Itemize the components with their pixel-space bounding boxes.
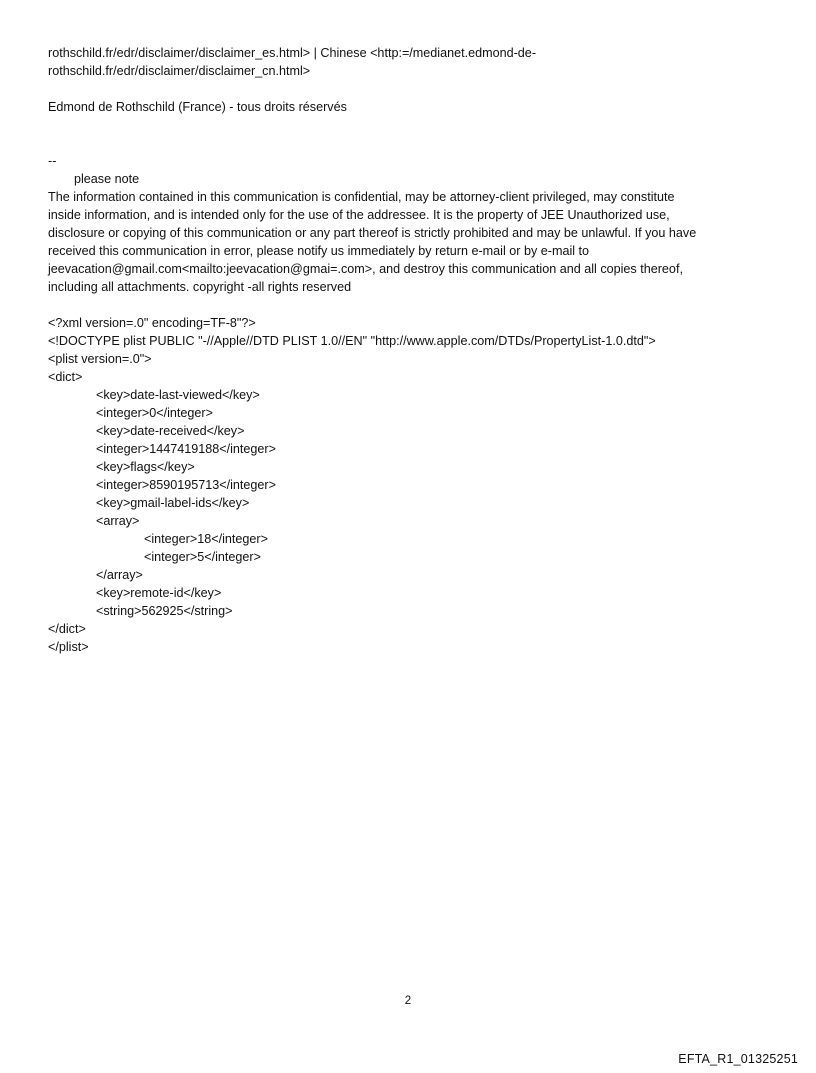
document-id: EFTA_R1_01325251 bbox=[678, 1052, 798, 1066]
note-paragraph-line: received this communication in error, please notify us immediately by return e-mail or by e-mail to bbox=[48, 244, 590, 258]
note-paragraph-line: including all attachments. copyright -all rights reserved bbox=[48, 280, 352, 294]
plist-entry: <array> bbox=[96, 514, 140, 528]
plist-open-tag: <plist version=.0"> bbox=[48, 352, 152, 366]
disclaimer-link-line: rothschild.fr/edr/disclaimer/disclaimer_es.html> | Chinese <http:=/medianet.edmond-de- bbox=[48, 46, 537, 60]
dict-close-tag: </dict> bbox=[48, 622, 86, 636]
note-paragraph-line: jeevacation@gmail.com<mailto:jeevacation@gmai=.com>, and destroy this communication and all copies thereof, bbox=[48, 262, 683, 276]
plist-entry: <integer>8590195713</integer> bbox=[96, 478, 276, 492]
plist-entry: <integer>1447419188</integer> bbox=[96, 442, 276, 456]
plist-entry: <integer>0</integer> bbox=[96, 406, 213, 420]
plist-array-item: <integer>5</integer> bbox=[144, 550, 261, 564]
plist-entry: <key>flags</key> bbox=[96, 460, 195, 474]
plist-entry: <key>remote-id</key> bbox=[96, 586, 222, 600]
plist-entry: <key>date-received</key> bbox=[96, 424, 245, 438]
plist-close-tag: </plist> bbox=[48, 640, 89, 654]
note-paragraph-line: The information contained in this communication is confidential, may be attorney-client privileged, may constitute bbox=[48, 190, 675, 204]
plist-entry: <string>562925</string> bbox=[96, 604, 233, 618]
plist-entry: <key>date-last-viewed</key> bbox=[96, 388, 260, 402]
plist-array-item: <integer>18</integer> bbox=[144, 532, 268, 546]
copyright-line: Edmond de Rothschild (France) - tous droits réservés bbox=[48, 100, 347, 114]
page-number: 2 bbox=[404, 995, 412, 1007]
plist-xml-declaration: <?xml version=.0" encoding=TF-8"?> bbox=[48, 316, 256, 330]
document-body bbox=[48, 44, 778, 656]
disclaimer-link-line: rothschild.fr/edr/disclaimer/disclaimer_cn.html> bbox=[48, 64, 311, 78]
plist-entry: </array> bbox=[96, 568, 143, 582]
plist-entry: <key>gmail-label-ids</key> bbox=[96, 496, 250, 510]
note-heading: please note bbox=[74, 172, 140, 186]
note-paragraph-line: inside information, and is intended only for the use of the addressee. It is the property of JEE Unauthorized use, bbox=[48, 208, 670, 222]
note-paragraph-line: disclosure or copying of this communication or any part thereof is strictly prohibited and may be unlawful. If you have bbox=[48, 226, 697, 240]
plist-doctype: <!DOCTYPE plist PUBLIC "-//Apple//DTD PLIST 1.0//EN" "http://www.apple.com/DTDs/PropertyList-1.0.dtd"> bbox=[48, 334, 656, 348]
dict-open-tag: <dict> bbox=[48, 370, 83, 384]
separator: -- bbox=[48, 154, 57, 168]
